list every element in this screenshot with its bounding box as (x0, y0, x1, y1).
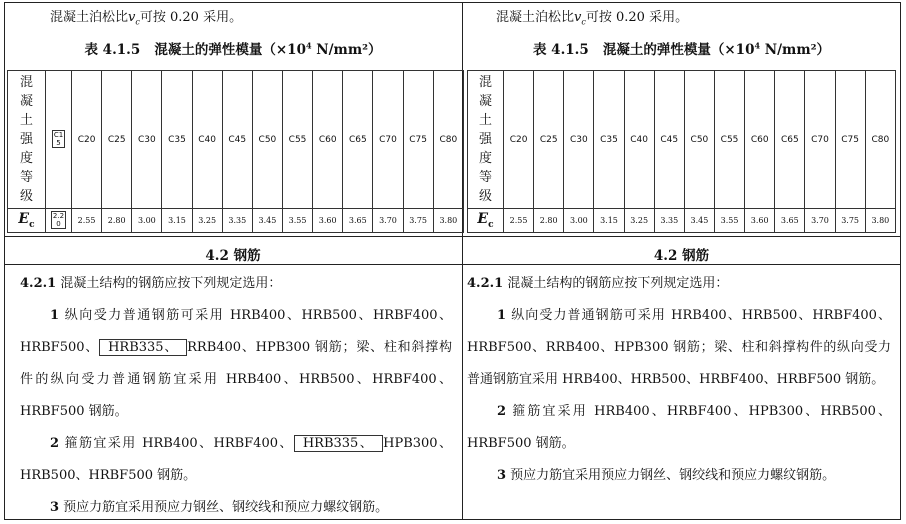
grade-cell: C55 (714, 71, 744, 209)
grade-header-char: 度 (478, 151, 492, 166)
ec-label-cell: $E_c$ (468, 209, 504, 233)
grade-cell: C70 (373, 71, 403, 209)
grade-header-char: 度 (19, 151, 33, 166)
deleted-value-cell (46, 209, 72, 233)
grade-cell: C30 (132, 71, 162, 209)
intro-suffix: 可按 0.20 采用。 (139, 10, 243, 25)
grade-cell: C65 (343, 71, 373, 209)
modulus-value-cell: 3.15 (162, 209, 192, 233)
intro-subscript: c (135, 17, 140, 27)
modulus-value-cell: 3.00 (132, 209, 162, 233)
caption-label: 表 4.1.5 (84, 42, 141, 58)
right-item-2: 2 箍筋宜采用 HRB400、HRBF400、HPB300、HRB500、HRBF500 钢筋。 (467, 404, 891, 451)
grade-cell: C65 (775, 71, 805, 209)
modulus-value-cell: 2.55 (504, 209, 534, 233)
highlighted-deleted-grade-2: HRB335、 (294, 435, 383, 452)
modulus-value-cell: 3.00 (564, 209, 594, 233)
grade-cell: C25 (102, 71, 132, 209)
grade-cell: C35 (594, 71, 624, 209)
grade-cell: C30 (564, 71, 594, 209)
grade-header-char: 等 (478, 170, 492, 185)
modulus-value-cell: 3.80 (865, 209, 895, 233)
grade-header-char: 凝 (19, 94, 33, 109)
left-item-3: 3 预应力筋宜采用预应力钢丝、钢绞线和预应力螺纹钢筋。 (50, 500, 389, 515)
left-clause: 4.2.1 混凝土结构的钢筋应按下列规定选用： (20, 276, 282, 291)
modulus-value-cell: 3.65 (343, 209, 373, 233)
right-item-3: 3 预应力筋宜采用预应力钢丝、钢绞线和预应力螺纹钢筋。 (497, 468, 836, 483)
grade-cell: C50 (684, 71, 714, 209)
modulus-value-cell: 3.60 (745, 209, 775, 233)
modulus-value-cell: 3.70 (373, 209, 403, 233)
table-caption (4, 38, 462, 58)
left-body (20, 268, 452, 524)
grade-header-char: 等 (19, 170, 33, 185)
grade-cell: C60 (745, 71, 775, 209)
grade-cell: C55 (282, 71, 312, 209)
modulus-value-cell: 2.80 (534, 209, 564, 233)
section-title-right: 4.2 钢筋 (653, 248, 710, 264)
deleted-grade-box: C1 5 (53, 131, 64, 147)
elastic-modulus-table-new (467, 70, 896, 233)
grade-header-char: 级 (478, 189, 492, 204)
grade-cell: C40 (192, 71, 222, 209)
grade-header-char: 强 (19, 132, 33, 147)
right-body (467, 268, 891, 492)
grade-header-char: 强 (478, 132, 492, 147)
modulus-value-cell: 3.55 (282, 209, 312, 233)
section-title-left: 4.2 钢筋 (205, 248, 261, 264)
modulus-value-cell: 3.35 (654, 209, 684, 233)
grade-cell: C45 (222, 71, 252, 209)
modulus-value-cell: 3.65 (775, 209, 805, 233)
modulus-value-cell: 3.45 (252, 209, 282, 233)
grade-cell: C75 (403, 71, 433, 209)
poisson-intro (50, 6, 242, 27)
modulus-value-cell: 3.70 (805, 209, 835, 233)
right-clause: 4.2.1 混凝土结构的钢筋应按下列规定选用： (467, 276, 729, 291)
modulus-value-cell: 2.80 (102, 209, 132, 233)
grade-cell: C80 (433, 71, 463, 209)
grade-cell: C80 (865, 71, 895, 209)
table-caption-right: 表 4.1.5 混凝土的弹性模量（$\times 10^4$ N/mm²） (532, 40, 831, 58)
grade-header-char: 混 (19, 75, 33, 90)
modulus-value-cell: 2.55 (72, 209, 102, 233)
grade-cell: C45 (654, 71, 684, 209)
poisson-intro-right: 混凝土泊松比$v_c$可按 0.20 采用。 (496, 10, 689, 27)
right-item-1: 1 纵向受力普通钢筋可采用 HRB400、HRB500、HRBF400、HRBF500、RRB400、HPB300 钢筋；梁、柱和斜撑构件的纵向受力普通钢筋宜采用 HRB400、HRB500、HRBF400、HRBF500 钢筋。 (467, 308, 891, 387)
modulus-value-cell: 3.75 (835, 209, 865, 233)
intro-symbol: v (128, 10, 136, 25)
grade-cell: C20 (72, 71, 102, 209)
ec-label-cell: $E_c$ (8, 209, 46, 233)
caption-title: 混凝土的弹性模量 (154, 42, 263, 58)
modulus-value-cell: 3.25 (192, 209, 222, 233)
section-bottom-rule (4, 264, 901, 265)
modulus-value-cell: 3.60 (313, 209, 343, 233)
modulus-value-cell: 3.80 (433, 209, 463, 233)
modulus-value-cell: 3.45 (684, 209, 714, 233)
grade-cell: C70 (805, 71, 835, 209)
grade-header-char: 土 (19, 113, 33, 128)
section-top-rule (4, 236, 901, 237)
grade-cell: C40 (624, 71, 654, 209)
deleted-grade-cell (46, 71, 72, 209)
grade-cell: C50 (252, 71, 282, 209)
grade-header-char: 土 (478, 113, 492, 128)
grade-header-char: 级 (19, 189, 33, 204)
modulus-value-cell: 3.15 (594, 209, 624, 233)
grade-header-char: 凝 (478, 94, 492, 109)
left-item-1: 1 纵向受力普通钢筋可采用 HRB400、HRB500、HRBF400、HRBF500、 HRB335、 RRB400、HPB300 钢筋；梁、柱和斜撑构件的纵向受力普通钢筋宜采用 HRB400、HRB500、HRBF400、HRBF500 钢筋。 (20, 308, 453, 419)
grade-cell: C60 (313, 71, 343, 209)
caption-unit-pre: （×10 (262, 42, 306, 58)
caption-unit-exp: 4 (305, 40, 312, 51)
modulus-value-cell: 3.55 (714, 209, 744, 233)
caption-unit-post: N/mm²） (311, 42, 382, 58)
grade-header-cell (468, 71, 504, 209)
left-item-2: 2 箍筋宜采用 HRB400、HRBF400、 HRB335、 HPB300、HRB500、HRBF500 钢筋。 (20, 436, 452, 483)
grade-cell: C75 (835, 71, 865, 209)
grade-header-cell (8, 71, 46, 209)
grade-cell: C25 (534, 71, 564, 209)
highlighted-deleted-grade: HRB335、 (99, 339, 187, 356)
modulus-value-cell: 3.25 (624, 209, 654, 233)
deleted-value-box: 2.2 0 (52, 212, 65, 228)
grade-header-char: 混 (478, 75, 492, 90)
modulus-value-cell: 3.75 (403, 209, 433, 233)
modulus-value-cell: 3.35 (222, 209, 252, 233)
elastic-modulus-table-old (7, 70, 464, 233)
grade-cell: C35 (162, 71, 192, 209)
grade-cell: C20 (504, 71, 534, 209)
intro-prefix: 混凝土泊松比 (50, 10, 129, 25)
